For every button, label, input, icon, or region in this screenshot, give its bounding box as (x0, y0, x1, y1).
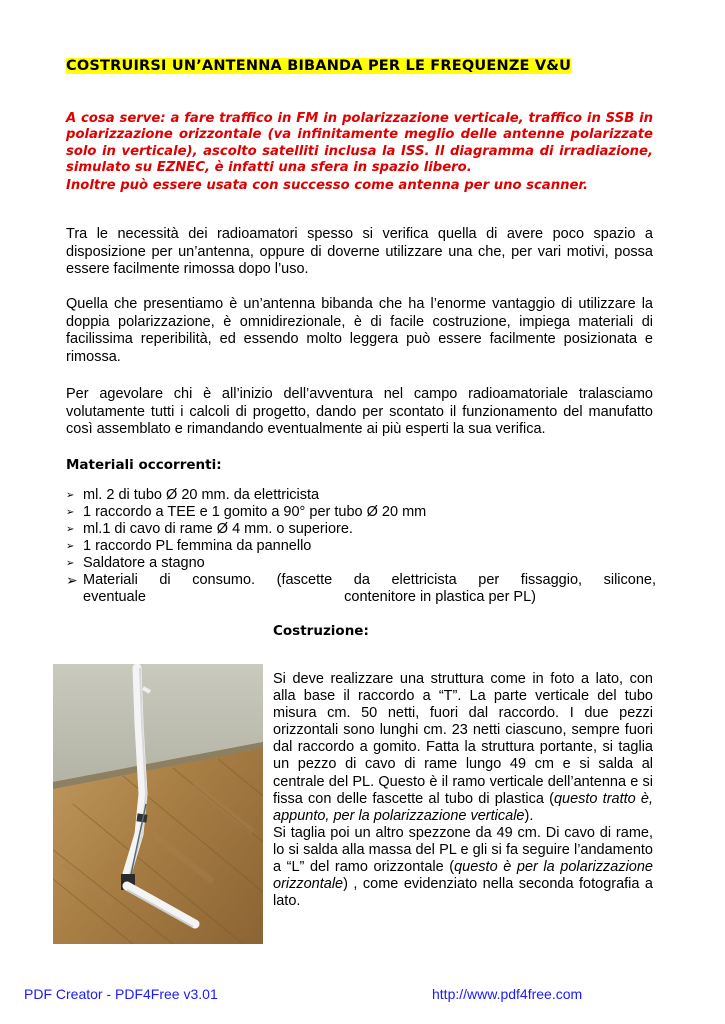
construction-part-1: Si deve realizzare una struttura come in foto a lato, con alla base il raccordo a “T”. La parte verticale del tubo misura cm. 50 netti, fuori dal raccordo. I due pezzi orizzontali sono lunghi cm. 23 netti ciascuno, sempre fuori dal raccordo a gomito. Fatta la struttura portante, si taglia un pezzo di cavo di rame lungo 49 cm e si salda al centrale del PL. Questo è il ramo verticale dell’antenna e si fissa con delle fascette al tubo di plastica ( (273, 671, 653, 807)
consumables-word: consumo. (192, 572, 256, 588)
arrow-bullet-icon: ➢ (66, 572, 78, 588)
list-item-text: 1 raccordo PL femmina da pannello (83, 538, 312, 554)
intro-scanner-note: Inoltre può essere usata con successo come antenna per uno scanner. (66, 178, 589, 193)
document-title (66, 58, 571, 74)
arrow-bullet-icon: ➢ (66, 541, 75, 552)
arrow-bullet-icon: ➢ (66, 558, 75, 569)
consumables-word: per (478, 572, 500, 588)
body-paragraph-1: Tra le necessità dei radioamatori spesso si verifica quella di avere poco spazio a disposizione per un’antenna, oppure di doverne utilizzare una che, per vari motivi, possa essere facilmente rimossa dopo l’uso. (66, 226, 653, 277)
arrow-bullet-icon: ➢ (66, 524, 75, 535)
list-item-text: ml.1 di cavo di rame Ø 4 mm. o superiore. (83, 521, 353, 537)
consumables-word: di (159, 572, 171, 588)
consumables-word: (fascette (276, 572, 333, 588)
consumables-word: silicone, (603, 572, 656, 588)
materials-list (66, 487, 656, 606)
list-item-text: ml. 2 di tubo Ø 20 mm. da elettricista (83, 487, 320, 503)
antenna-photo (53, 664, 263, 944)
list-item (66, 504, 656, 521)
consumables-word: contenitore in plastica per PL) (344, 589, 536, 605)
consumables-word: eventuale (83, 589, 146, 605)
construction-heading: Costruzione: (273, 623, 369, 639)
list-item (66, 555, 656, 572)
arrow-bullet-icon: ➢ (66, 490, 75, 501)
consumables-line-1 (83, 572, 656, 589)
construction-italic-vertical: questo tratto è, appunto, per la polarizzazione verticale (273, 790, 653, 824)
arrow-bullet-icon: ➢ (66, 507, 75, 518)
consumables-word: elettricista (391, 572, 457, 588)
list-item (66, 521, 656, 538)
construction-italic-horizontal: questo è per la polarizzazione orizzontale (273, 859, 653, 893)
construction-part-4: ) , come evidenziato nella seconda fotografia a lato. (273, 876, 653, 910)
title-highlight: COSTRUIRSI UN’ANTENNA BIBANDA PER LE FREQUENZE V&U (66, 58, 572, 74)
materials-heading: Materiali occorrenti: (66, 457, 222, 473)
list-item-text: 1 raccordo a TEE e 1 gomito a 90° per tubo Ø 20 mm (83, 504, 427, 520)
body-paragraph-3: Per agevolare chi è all’inizio dell’avventura nel campo radioamatoriale tralasciamo volutamente tutti i calcoli di progetto, dando per scontato il funzionamento del manufatto così assemblato e rimandando eventualmente ai più esperti la sua verifica. (66, 386, 653, 437)
list-item-text: Saldatore a stagno (83, 555, 205, 571)
footer-url-link[interactable]: http://www.pdf4free.com (432, 986, 583, 1002)
list-item (66, 538, 656, 555)
consumables-word: Materiali (83, 572, 138, 588)
consumables-line-2 (83, 589, 656, 606)
list-item (66, 487, 656, 504)
footer-pdf-creator: PDF Creator - PDF4Free v3.01 (24, 986, 218, 1002)
construction-text (273, 671, 653, 910)
intro-paragraph: A cosa serve: a fare traffico in FM in polarizzazione verticale, traffico in SSB in polarizzazione orizzontale (va infinitamente meglio delle antenne polarizzate solo in verticale), ascolto satelliti inclusa la ISS. Il diagramma di irradiazione, simulato su EZNEC, è infatti una sfera in spazio libero. (66, 111, 653, 176)
consumables-word: da (353, 572, 370, 588)
body-paragraph-2: Quella che presentiamo è un’antenna bibanda che ha l’enorme vantaggio di utilizzare la doppia polarizzazione, è omnidirezionale, è di facile costruzione, impiega materiali di facilissima reperibilità, ed essendo molto leggera può essere facilmente posizionata e rimossa. (66, 296, 653, 365)
consumables-word: fissaggio, (520, 572, 583, 588)
list-item-consumables (66, 572, 656, 606)
construction-part-2: ). (524, 807, 534, 824)
construction-part-3: Si taglia poi un altro spezzone da 49 cm. Di cavo di rame, lo si salda alla massa del PL e gli si fa seguire l’andamento a “L” del ramo orizzontale ( (273, 824, 653, 876)
